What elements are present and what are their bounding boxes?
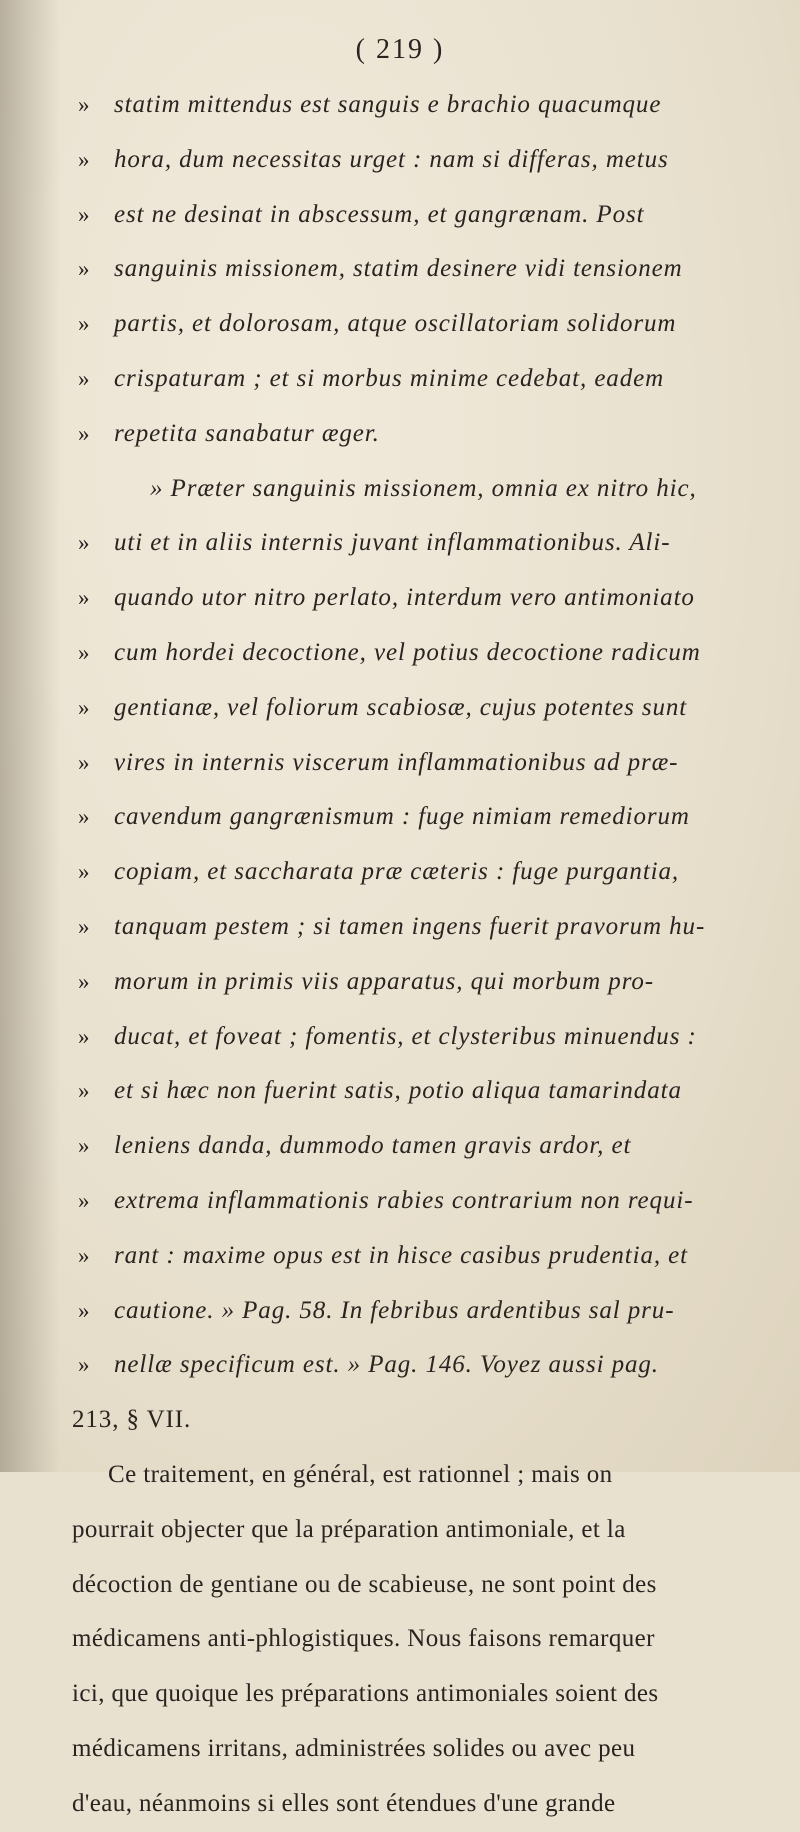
latin-line: [70, 1229, 720, 1284]
latin-line-text: repetita sanabatur æger.: [114, 419, 380, 447]
latin-line: [70, 188, 720, 243]
latin-line-text: crispaturam ; et si morbus minime cedebat, eadem: [114, 364, 665, 392]
latin-line-text: quando utor nitro perlato, interdum vero antimoniato: [114, 584, 695, 612]
latin-line-text: partis, et dolorosam, atque oscillatoriam solidorum: [114, 310, 677, 338]
latin-line-text: statim mittendus est sanguis e brachio quacumque: [114, 91, 662, 118]
quote-mark: »: [78, 92, 91, 117]
page-number: ( 219 ): [355, 34, 445, 65]
latin-line: [70, 516, 720, 571]
quote-mark: »: [78, 146, 91, 172]
quote-mark: »: [78, 749, 91, 775]
quote-mark: »: [78, 913, 91, 939]
latin-line: [70, 681, 720, 736]
quote-mark: »: [78, 1133, 91, 1159]
quote-mark: »: [78, 804, 91, 830]
quote-mark: »: [78, 530, 91, 556]
latin-line-text: gentianæ, vel foliorum scabiosæ, cujus potentes sunt: [114, 693, 688, 721]
french-line: d'eau, néanmoins si elles sont étendues d'une grande: [72, 1789, 616, 1817]
latin-line-text: cum hordei decoctione, vel potius decoctione radicum: [114, 638, 701, 666]
latin-line: [70, 571, 720, 626]
french-line: ici, que quoique les préparations antimoniales soient des: [72, 1680, 659, 1708]
french-line: médicamens irritans, administrées solides ou avec peu: [72, 1734, 636, 1762]
quote-mark: »: [78, 694, 91, 720]
latin-line: [70, 1284, 720, 1339]
quote-mark: »: [78, 585, 91, 611]
latin-line: [70, 133, 720, 188]
latin-line: [70, 78, 720, 133]
french-line: pourrait objecter que la préparation antimoniale, et la: [72, 1515, 626, 1543]
latin-quotation: [70, 78, 720, 1448]
latin-line: [70, 1338, 720, 1393]
latin-line: [70, 626, 720, 681]
latin-line-text: uti et in aliis internis juvant inflammationibus. Ali-: [114, 529, 671, 557]
latin-line: [70, 297, 720, 352]
quote-mark: »: [78, 365, 91, 391]
latin-line-text: nellæ specificum est. » Pag. 146. Voyez aussi pag.: [114, 1351, 659, 1379]
latin-line-text: et si hæc non fuerint satis, potio aliqua tamarindata: [114, 1077, 682, 1105]
quote-mark: »: [78, 1242, 91, 1268]
latin-line-text: morum in primis viis apparatus, qui morbum pro-: [114, 967, 655, 995]
latin-line-text: tanquam pestem ; si tamen ingens fuerit pravorum hu-: [114, 912, 706, 940]
latin-line-text: rant : maxime opus est in hisce casibus prudentia, et: [114, 1241, 689, 1269]
quote-mark: »: [78, 1187, 91, 1213]
latin-line-text: copiam, et saccharata præ cæteris : fuge purgantia,: [114, 858, 680, 886]
latin-line: [70, 242, 720, 297]
quote-mark: »: [78, 1352, 91, 1378]
quote-mark: »: [78, 968, 91, 994]
quote-mark: »: [78, 1297, 91, 1323]
latin-line-text: vires in internis viscerum inflammationibus ad præ-: [114, 748, 679, 776]
latin-line-text: ducat, et foveat ; fomentis, et clysteribus minuendus :: [114, 1022, 697, 1050]
section-reference: 213, § VII.: [72, 1406, 192, 1434]
quote-mark: »: [78, 311, 91, 337]
latin-line: [70, 955, 720, 1010]
french-line: décoction de gentiane ou de scabieuse, ne sont point des: [72, 1570, 657, 1598]
latin-line: [70, 407, 720, 462]
french-paragraph-first-line: Ce traitement, en général, est rationnel ; mais on: [108, 1461, 613, 1488]
latin-line: [70, 1119, 720, 1174]
latin-line-text: extrema inflammationis rabies contrarium non requi-: [114, 1186, 694, 1214]
quote-mark: »: [78, 639, 91, 665]
latin-line-text: cautione. » Pag. 58. In febribus ardentibus sal pru-: [114, 1296, 675, 1324]
latin-line-text: leniens danda, dummodo tamen gravis ardor, et: [114, 1132, 632, 1160]
quote-mark: »: [78, 859, 91, 885]
quote-mark: »: [78, 256, 91, 282]
spine-shadow: [0, 0, 60, 1472]
quote-mark: »: [78, 420, 91, 446]
latin-line: [70, 1010, 720, 1065]
latin-line: [70, 1174, 720, 1229]
latin-line: [70, 736, 720, 791]
latin-line: [70, 900, 720, 955]
latin-line-text: cavendum gangrænismum : fuge nimiam remediorum: [114, 803, 690, 831]
latin-line: [70, 845, 720, 900]
quote-mark: »: [78, 1078, 91, 1104]
latin-line: [70, 462, 720, 517]
latin-line-text: hora, dum necessitas urget : nam si differas, metus: [114, 145, 669, 173]
latin-line-text: est ne desinat in abscessum, et gangrænam. Post: [114, 200, 645, 228]
french-commentary: [72, 1448, 732, 1832]
quote-mark: »: [78, 201, 91, 227]
latin-line: [70, 1393, 720, 1448]
latin-line: [70, 352, 720, 407]
latin-line-text: » Præter sanguinis missionem, omnia ex nitro hic,: [150, 474, 697, 502]
french-line: médicamens anti-phlogistiques. Nous faisons remarquer: [72, 1625, 655, 1653]
latin-line: [70, 790, 720, 845]
latin-line-text: sanguinis missionem, statim desinere vidi tensionem: [114, 255, 683, 283]
quote-mark: »: [78, 1023, 91, 1049]
latin-line: [70, 1064, 720, 1119]
